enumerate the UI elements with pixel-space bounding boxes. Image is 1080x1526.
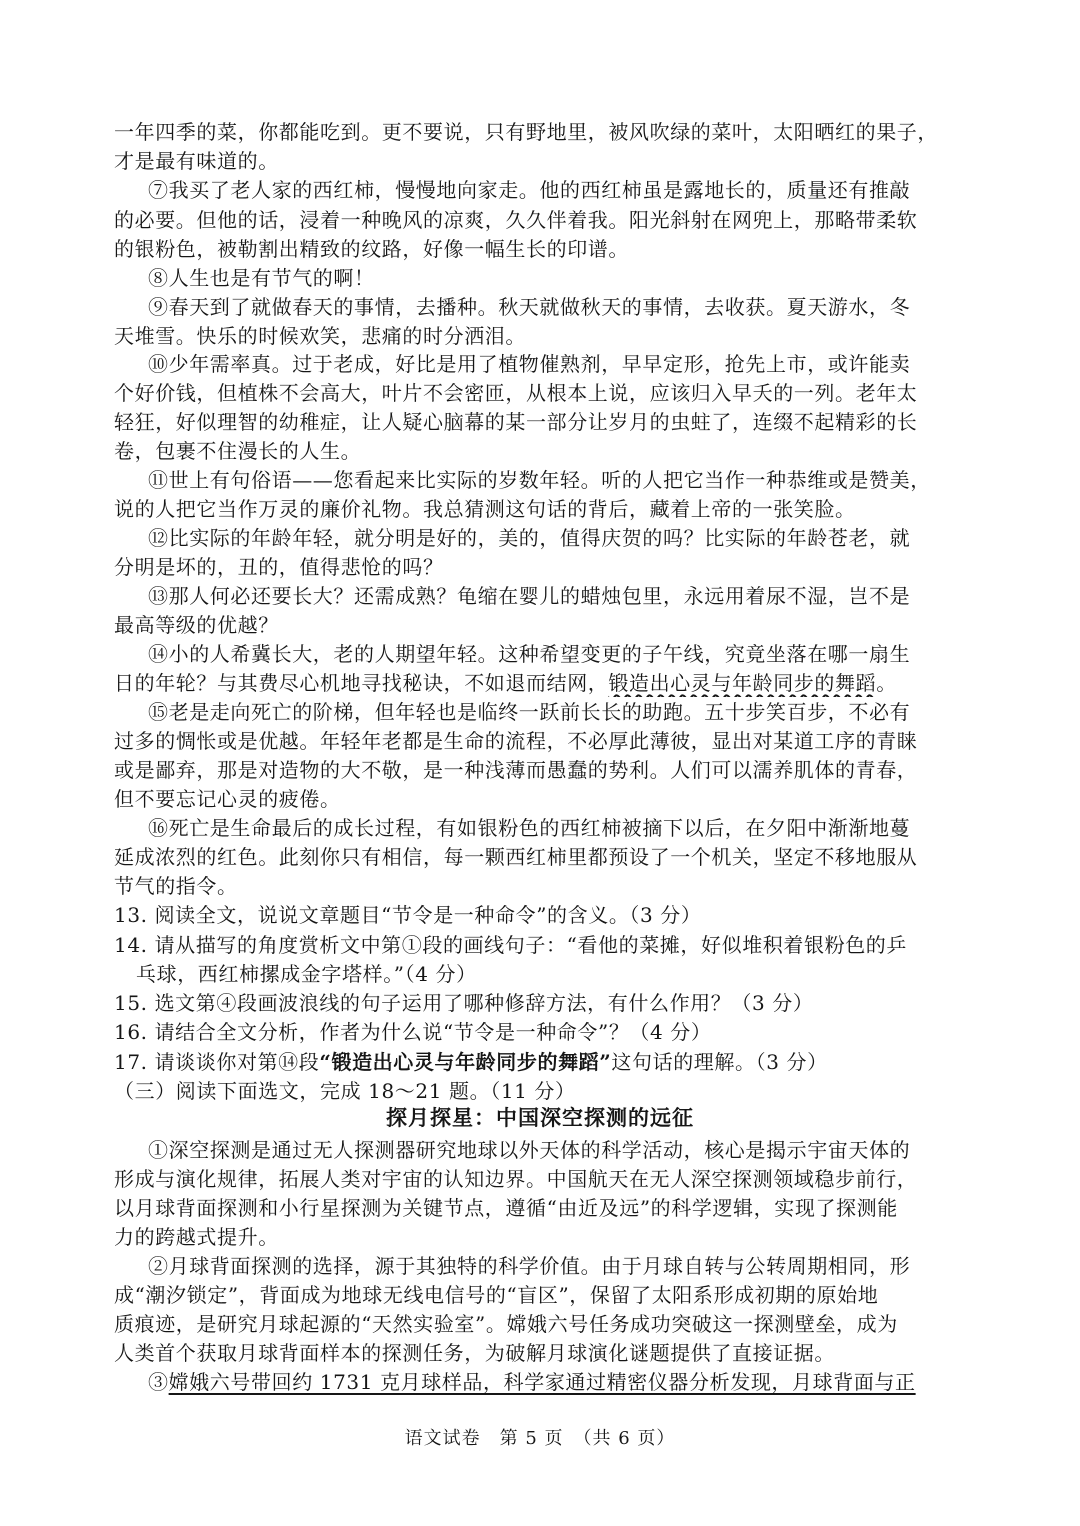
section-3-instruction: （三）阅读下面选文，完成 18～21 题。（11 分）	[114, 1079, 576, 1103]
text-line: 的必要。但他的话，浸着一种晚风的凉爽，久久伴着我。阳光斜射在网兜上，那略带柔软	[114, 208, 918, 232]
question-13: 13. 阅读全文，说说文章题目“节令是一种命令”的含义。（3 分）	[114, 903, 702, 927]
paragraph-15: ⑮老是走向死亡的阶梯，但年轻也是临终一跃前长长的助跑。五十步笑百步，不必有	[148, 700, 911, 724]
text-line: 形成与演化规律，拓展人类对宇宙的认知边界。中国航天在无人深空探测领域稳步前行，	[114, 1167, 918, 1191]
s3-paragraph-3	[148, 1368, 976, 1396]
text-line: 分明是坏的，丑的，值得悲怆的吗？	[114, 555, 444, 579]
text-after: 。	[876, 671, 897, 695]
paragraph-16: ⑯死亡是生命最后的成长过程，有如银粉色的西红柿被摘下以后，在夕阳中渐渐地蔓	[148, 816, 911, 840]
text-line: 天堆雪。快乐的时候欢笑，悲痛的时分洒泪。	[114, 324, 526, 348]
q17-before: 17. 请谈谈你对第⑭段	[114, 1050, 320, 1074]
s3-paragraph-2: ②月球背面探测的选择，源于其独特的科学价值。由于月球自转与公转周期相同，形	[148, 1254, 911, 1278]
s3-paragraph-1: ①深空探测是通过无人探测器研究地球以外天体的科学活动，核心是揭示宇宙天体的	[148, 1138, 911, 1162]
text-line: 以月球背面探测和小行星探测为关键节点，遵循“由近及远”的科学逻辑，实现了探测能	[114, 1196, 898, 1220]
text-line: 一年四季的菜，你都能吃到。更不要说，只有野地里，被风吹绿的菜叶，太阳晒红的果子，	[114, 120, 938, 144]
text-line: 个好价钱，但植株不会高大，叶片不会密匝，从根本上说，应该归入早夭的一列。老年太	[114, 381, 918, 405]
wavy-underlined-sentence: 锻造出心灵与年龄同步的舞蹈	[608, 671, 877, 695]
text-before: 日的年轮？与其费尽心机地寻找秘诀，不如退而结网，	[114, 671, 609, 695]
text-line: 的银粉色，被勒割出精致的纹路，好像一幅生长的印谱。	[114, 237, 629, 261]
text-line: 卷，包裹不住漫长的人生。	[114, 439, 362, 463]
page-footer: 语文试卷 第 5 页 （共 6 页）	[404, 1428, 676, 1449]
paragraph-11: ⑪世上有句俗语——您看起来比实际的岁数年轻。听的人把它当作一种恭维或是赞美，	[148, 468, 931, 492]
text-line: 最高等级的优越？	[114, 613, 279, 637]
text-line: 力的跨越式提升。	[114, 1225, 279, 1249]
paragraph-7: ⑦我买了老人家的西红柿，慢慢地向家走。他的西红柿虽是露地长的，质量还有推敲	[148, 178, 911, 202]
text-line: 延成浓烈的红色。此刻你只有相信，每一颗西红柿里都预设了一个机关，坚定不移地服从	[114, 845, 918, 869]
text-line: 节气的指令。	[114, 874, 238, 898]
paragraph-number: ③	[148, 1370, 169, 1394]
text-line: 但不要忘记心灵的疲倦。	[114, 787, 341, 811]
paragraph-8: ⑧人生也是有节气的啊！	[148, 266, 375, 290]
text-line: 轻狂，好似理智的幼稚症，让人疑心脑幕的某一部分让岁月的虫蛀了，连缀不起精彩的长	[114, 410, 918, 434]
text-line: 质痕迹，是研究月球起源的“天然实验室”。嫦娥六号任务成功突破这一探测壁垒，成为	[114, 1312, 898, 1336]
text-line: 人类首个获取月球背面样本的探测任务，为破解月球演化谜题提供了直接证据。	[114, 1341, 835, 1365]
text-line: 过多的惆怅或是优越。年轻年老都是生命的流程，不必厚此薄彼，显出对某道工序的青睐	[114, 729, 918, 753]
text-line: 或是鄙弃，那是对造物的大不敬，是一种浅薄而愚蠢的势利。人们可以濡养肌体的青春，	[114, 758, 918, 782]
article-title: 探月探星：中国深空探测的远征	[386, 1105, 694, 1130]
paragraph-9: ⑨春天到了就做春天的事情，去播种。秋天就做秋天的事情，去收获。夏天游水，冬	[148, 295, 911, 319]
question-14-cont: 乓球，西红柿摞成金字塔样。”（4 分）	[136, 962, 477, 986]
paragraph-10: ⑩少年需率真。过于老成，好比是用了植物催熟剂，早早定形，抢先上市，或许能卖	[148, 352, 911, 376]
question-16: 16. 请结合全文分析，作者为什么说“节令是一种命令”？（4 分）	[114, 1020, 712, 1044]
paragraph-13: ⑬那人何必还要长大？还需成熟？龟缩在婴儿的蜡烛包里，永远用着尿不湿，岂不是	[148, 584, 911, 608]
text-line: 才是最有味道的。	[114, 149, 279, 173]
question-15: 15. 选文第④段画波浪线的句子运用了哪种修辞方法，有什么作用？（3 分）	[114, 991, 814, 1015]
text-line-with-wavy	[114, 669, 976, 697]
question-14: 14. 请从描写的角度赏析文中第①段的画线句子：“看他的菜摊，好似堆积着银粉色的乒	[114, 933, 907, 957]
underlined-sentence: 嫦娥六号带回约 1731 克月球样品，科学家通过精密仪器分析发现，月球背面与正	[168, 1370, 916, 1394]
question-17	[114, 1048, 976, 1076]
text-line: 说的人把它当作万灵的廉价礼物。我总猜测这句话的背后，藏着上帝的一张笑脸。	[114, 497, 856, 521]
q17-quote: “锻造出心灵与年龄同步的舞蹈”	[319, 1050, 612, 1074]
paragraph-14: ⑭小的人希冀长大，老的人期望年轻。这种希望变更的子午线，究竟坐落在哪一扇生	[148, 642, 911, 666]
text-line: 成“潮汐锁定”，背面成为地球无线电信号的“盲区”，保留了太阳系形成初期的原始地	[114, 1283, 879, 1307]
q17-after: 这句话的理解。（3 分）	[611, 1050, 828, 1074]
paragraph-12: ⑫比实际的年龄年轻，就分明是好的，美的，值得庆贺的吗？比实际的年龄苍老，就	[148, 526, 911, 550]
